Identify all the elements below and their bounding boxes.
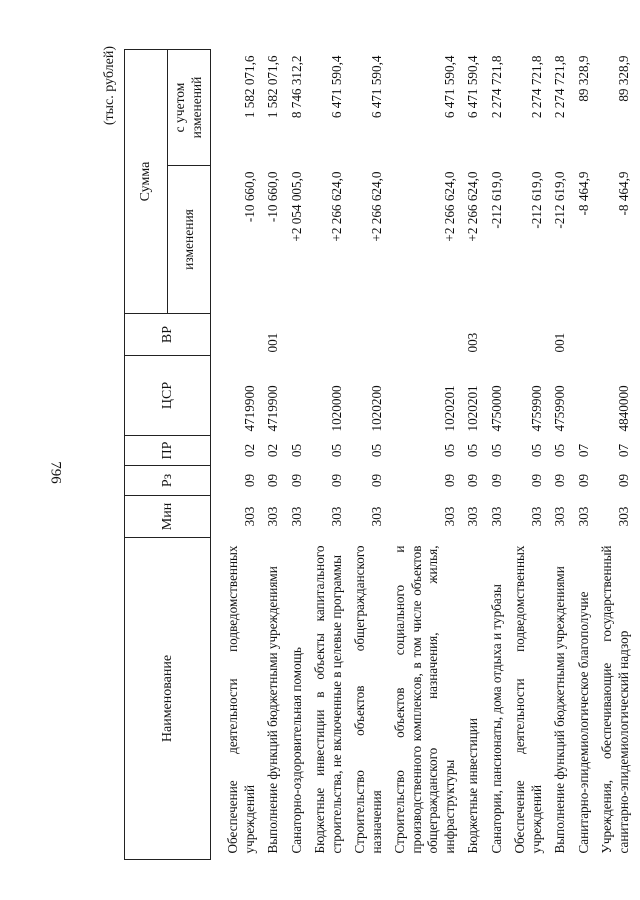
- row-name-cell: Бюджетные инвестиции в объекты капитального строительства, не включенные в целевые программы: [312, 545, 344, 854]
- header-rz: Рз: [125, 466, 211, 496]
- row-min-cell: 303: [615, 506, 631, 527]
- header-min: Мин: [125, 496, 211, 538]
- row-total-cell: 8 746 312,2: [288, 55, 304, 119]
- row-name-cell: Санаторно-оздоровительная помощь: [288, 647, 304, 854]
- table-row: [308, 50, 348, 860]
- row-vr-cell: 003: [465, 332, 480, 353]
- row-vr-cell: [595, 314, 635, 356]
- row-name-cell: Строительство объектов социального и производственного комплексов, в том числе объектов общегражданского назначения, жилья, инфраструктуры: [392, 545, 457, 854]
- row-rz-cell: 09: [465, 473, 480, 488]
- row-total-cell: 2 274 721,8: [488, 55, 504, 119]
- budget-table: [124, 49, 635, 860]
- row-csr-cell: 4719900: [241, 385, 257, 432]
- header-with-change: с учетом изменений: [168, 50, 211, 166]
- row-csr-cell: 4759900: [528, 385, 544, 432]
- row-min-cell: 303: [465, 506, 480, 527]
- row-vr-cell: [485, 314, 509, 356]
- table-row: [572, 50, 596, 860]
- row-csr-cell: 1020201: [441, 385, 457, 432]
- row-change-cell: +2 054 005,0: [288, 171, 304, 242]
- row-change-cell: -8 464,9: [615, 171, 631, 216]
- row-change-cell: +2 266 624,0: [328, 171, 344, 242]
- row-total-cell: 2 274 721,8: [552, 55, 567, 119]
- row-pr-cell: 05: [288, 443, 304, 458]
- row-pr-cell: 05: [528, 443, 544, 458]
- row-min-cell: 303: [368, 506, 384, 527]
- table-row: [595, 50, 635, 860]
- row-total-cell: 6 471 590,4: [465, 55, 480, 119]
- row-change-cell: -10 660,0: [265, 171, 280, 223]
- row-change-cell: -212 619,0: [488, 171, 504, 229]
- row-name-cell: Санитарно-эпидемиологическое благополучие: [575, 591, 591, 854]
- row-change-cell: -8 464,9: [575, 171, 591, 216]
- row-rz-cell: 09: [288, 473, 304, 488]
- header-name: Наименование: [125, 538, 211, 860]
- header-pr: ПР: [125, 436, 211, 466]
- row-total-cell: 6 471 590,4: [328, 55, 344, 119]
- row-csr-cell: [572, 356, 596, 436]
- row-vr-cell: [308, 314, 348, 356]
- header-change: изменения: [168, 166, 211, 314]
- table-row: [348, 50, 388, 860]
- row-min-cell: 303: [575, 506, 591, 527]
- row-pr-cell: 07: [575, 443, 591, 458]
- row-change-cell: -212 619,0: [552, 171, 567, 229]
- row-pr-cell: 05: [368, 443, 384, 458]
- row-min-cell: 303: [241, 506, 257, 527]
- row-change-cell: +2 266 624,0: [441, 171, 457, 242]
- row-rz-cell: 09: [265, 473, 280, 488]
- row-vr-cell: [388, 314, 461, 356]
- row-min-cell: 303: [528, 506, 544, 527]
- table-row: [261, 50, 285, 860]
- row-csr-cell: 4759900: [552, 385, 567, 432]
- row-total-cell: 6 471 590,4: [441, 55, 457, 119]
- row-name-cell: Санатории, пансионаты, дома отдыха и турбазы: [488, 584, 504, 854]
- row-csr-cell: 4840000: [615, 385, 631, 432]
- row-min-cell: 303: [441, 506, 457, 527]
- row-name-cell: Обеспечение деятельности подведомственных учреждений: [225, 545, 257, 854]
- row-name-cell: Обеспечение деятельности подведомственных учреждений: [512, 545, 544, 854]
- header-csr: ЦСР: [125, 356, 211, 436]
- row-rz-cell: 09: [615, 473, 631, 488]
- row-rz-cell: 09: [488, 473, 504, 488]
- row-vr-cell: [285, 314, 309, 356]
- row-change-cell: +2 266 624,0: [368, 171, 384, 242]
- row-csr-cell: 1020200: [368, 385, 384, 432]
- row-rz-cell: 09: [368, 473, 384, 488]
- row-name-cell: Бюджетные инвестиции: [465, 718, 480, 854]
- row-min-cell: 303: [265, 506, 280, 527]
- row-change-cell: -212 619,0: [528, 171, 544, 229]
- row-rz-cell: 09: [552, 473, 567, 488]
- row-name-cell: Выполнение функций бюджетными учреждениями: [265, 566, 280, 854]
- header-sum: Сумма: [125, 50, 168, 314]
- row-name-cell: Выполнение функций бюджетными учреждениями: [552, 566, 567, 854]
- table-row: [508, 50, 548, 860]
- table-row: [548, 50, 572, 860]
- row-total-cell: 89 328,9: [615, 55, 631, 102]
- row-vr-cell: 001: [265, 332, 280, 353]
- row-vr-cell: [508, 314, 548, 356]
- row-rz-cell: 09: [528, 473, 544, 488]
- table-row: [388, 50, 461, 860]
- row-vr-cell: 001: [552, 332, 567, 353]
- row-vr-cell: [572, 314, 596, 356]
- row-name-cell: Учреждения, обеспечивающие государственный санитарно-эпидемиологический надзор: [599, 545, 631, 854]
- row-csr-cell: 1020201: [465, 385, 480, 432]
- row-csr-cell: 4719900: [265, 385, 280, 432]
- row-csr-cell: 4750000: [488, 385, 504, 432]
- row-total-cell: 2 274 721,8: [528, 55, 544, 119]
- row-rz-cell: 09: [328, 473, 344, 488]
- table-row: [211, 50, 262, 860]
- row-rz-cell: 09: [441, 473, 457, 488]
- row-csr-cell: 1020000: [328, 385, 344, 432]
- row-total-cell: 1 582 071,6: [241, 55, 257, 119]
- row-total-cell: 1 582 071,6: [265, 55, 280, 119]
- row-pr-cell: 05: [552, 443, 567, 458]
- header-vr: ВР: [125, 314, 211, 356]
- row-rz-cell: 09: [241, 473, 257, 488]
- row-total-cell: 89 328,9: [575, 55, 591, 102]
- row-total-cell: 6 471 590,4: [368, 55, 384, 119]
- row-vr-cell: [348, 314, 388, 356]
- row-change-cell: +2 266 624,0: [465, 171, 480, 242]
- row-csr-cell: [285, 356, 309, 436]
- row-pr-cell: 02: [265, 443, 280, 458]
- table-row: [285, 50, 309, 860]
- row-pr-cell: 02: [241, 443, 257, 458]
- row-name-cell: Строительство объектов общегражданского назначения: [352, 545, 384, 854]
- row-pr-cell: 07: [615, 443, 631, 458]
- page-number: 796: [47, 461, 64, 484]
- row-pr-cell: 05: [441, 443, 457, 458]
- row-min-cell: 303: [328, 506, 344, 527]
- row-min-cell: 303: [488, 506, 504, 527]
- row-vr-cell: [211, 314, 262, 356]
- table-row: [485, 50, 509, 860]
- row-pr-cell: 05: [328, 443, 344, 458]
- table-body: [211, 50, 636, 860]
- row-change-cell: -10 660,0: [241, 171, 257, 223]
- row-rz-cell: 09: [575, 473, 591, 488]
- row-min-cell: 303: [288, 506, 304, 527]
- row-pr-cell: 05: [488, 443, 504, 458]
- rotated-table-page: [100, 40, 631, 860]
- table-row: [461, 50, 485, 860]
- row-min-cell: 303: [552, 506, 567, 527]
- units-note: (тыс. рублей): [102, 46, 117, 126]
- row-pr-cell: 05: [465, 443, 480, 458]
